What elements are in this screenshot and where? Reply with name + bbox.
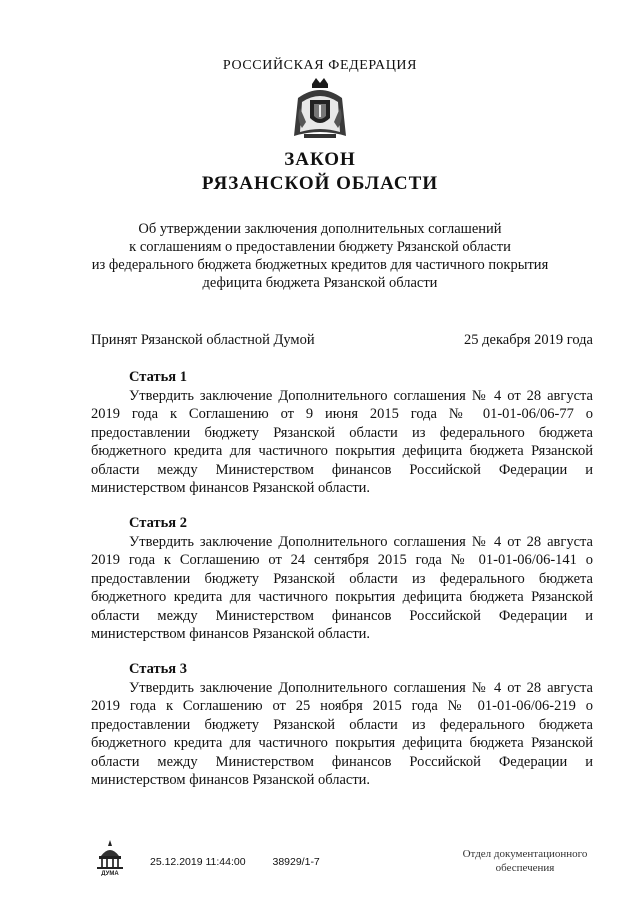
article-text: Утвердить заключение Дополнительного соглашения № 4 от 28 августа 2019 года к Соглашению от 25 ноября 2015 года № 01-01-06/06-219 о предоставлении бюджету Рязанской области из федерального бюджета бюджетного кредита для частичного покрытия дефицита бюджета Рязанской области между Министерством финансов Российской Федерации и министерством финансов Рязанской области. xyxy=(91,679,593,788)
adoption-info xyxy=(91,332,593,349)
footer-meta xyxy=(150,856,344,868)
law-subject xyxy=(60,220,580,292)
country-name: РОССИЙСКАЯ ФЕДЕРАЦИЯ xyxy=(222,58,418,73)
law-title-line2: РЯЗАНСКОЙ ОБЛАСТИ xyxy=(201,173,439,194)
stamp-line2: обеспечения xyxy=(495,862,555,874)
department-stamp xyxy=(440,847,610,875)
article-heading: Статья 3 xyxy=(129,661,187,677)
law-title-line1: ЗАКОН xyxy=(284,149,356,170)
coat-of-arms-icon xyxy=(290,78,350,142)
article-text: Утвердить заключение Дополнительного соглашения № 4 от 28 августа 2019 года к Соглашению от 24 сентября 2015 года № 01-01-06/06-141 о предоставлении бюджету Рязанской области из федерального бюджета бюджетного кредита для частичного покрытия дефицита бюджета Рязанской области между Министерством финансов Российской Федерации и министерством финансов Рязанской области. xyxy=(91,533,593,642)
article-2 xyxy=(91,514,593,644)
registration-timestamp: 25.12.2019 11:44:00 xyxy=(150,856,246,868)
article-text: Утвердить заключение Дополнительного соглашения № 4 от 28 августа 2019 года к Соглашению от 9 июня 2015 года № 01-01-06/06-77 о предоставлении бюджету Рязанской области из федерального бюджета бюджетного кредита для частичного покрытия дефицита бюджета Рязанской области между Министерством финансов Российской Федерации и министерством финансов Рязанской области. xyxy=(91,387,593,496)
stamp-line1: Отдел документационного xyxy=(462,848,588,860)
document-number: 38929/1-7 xyxy=(272,856,320,868)
article-1 xyxy=(91,368,593,498)
article-heading: Статья 2 xyxy=(129,515,187,531)
duma-logo-text: ДУМА xyxy=(101,871,119,876)
duma-logo-icon xyxy=(93,838,127,876)
subject-line: из федерального бюджета бюджетных кредитов для частичного покрытия xyxy=(91,257,549,273)
adoption-date: 25 декабря 2019 года xyxy=(464,332,593,348)
law-title xyxy=(0,148,640,196)
article-heading: Статья 1 xyxy=(129,369,187,385)
adopted-by: Принят Рязанской областной Думой xyxy=(91,332,315,348)
subject-line: к соглашениям о предоставлении бюджету Рязанской области xyxy=(129,239,511,255)
article-3 xyxy=(91,660,593,790)
subject-line: дефицита бюджета Рязанской области xyxy=(202,275,438,291)
subject-line: Об утверждении заключения дополнительных соглашений xyxy=(138,221,502,237)
